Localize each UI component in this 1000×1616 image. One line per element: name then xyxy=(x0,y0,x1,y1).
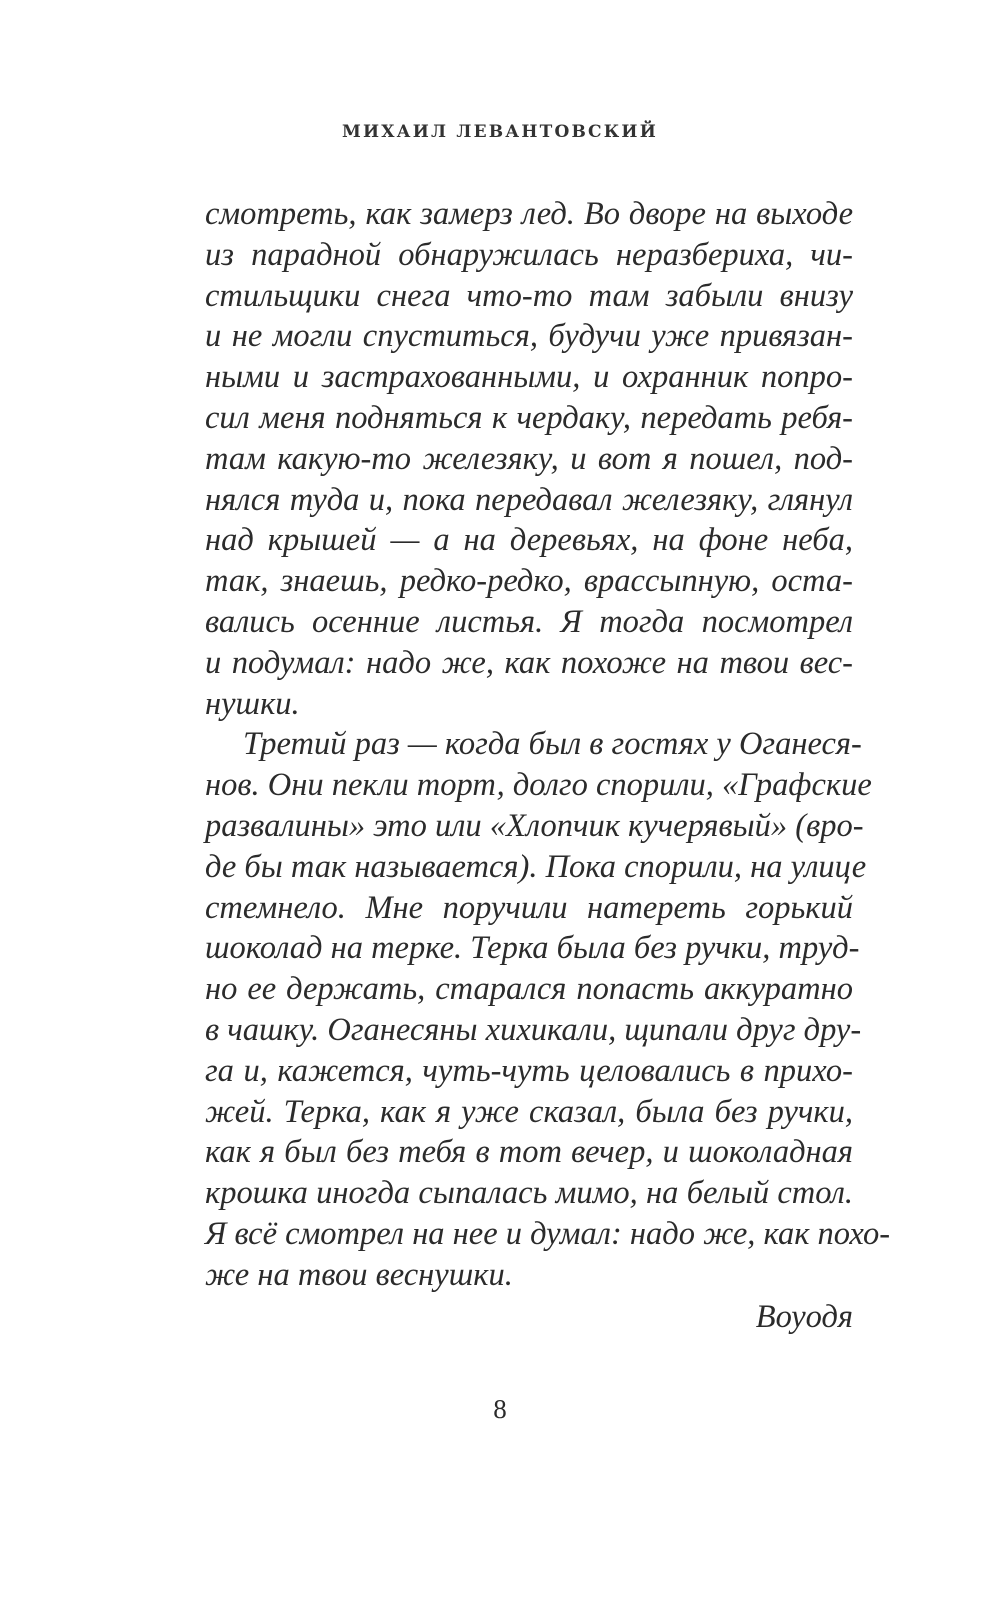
text-line: там какую-то железяку, и вот я пошел, под- xyxy=(205,440,853,477)
text-line: нушки. xyxy=(205,685,300,722)
text-line: но ее держать, старался попасть аккуратно xyxy=(205,971,853,1008)
text-line: Третий раз — когда был в гостях у Оганеся- xyxy=(243,726,862,763)
text-line: развалины» это или «Хлопчик кучерявый» (вро- xyxy=(205,807,864,844)
text-line: вались осенние листья. Я тогда посмотрел xyxy=(205,603,853,640)
text-line: стильщики снега что-то там забыли внизу xyxy=(205,277,853,314)
running-head: МИХАИЛ ЛЕВАНТОВСКИЙ xyxy=(342,122,658,142)
text-line: ными и застрахованными, и охранник попро- xyxy=(205,359,853,396)
text-line: крошка иногда сыпалась мимо, на белый стол. xyxy=(205,1175,853,1212)
text-line: сил меня подняться к чердаку, передать ребя- xyxy=(205,399,853,436)
body-text xyxy=(205,194,891,1296)
text-line: Я всё смотрел на нее и думал: надо же, как похо- xyxy=(205,1215,891,1252)
text-line: так, знаешь, редко-редко, врассыпную, оста- xyxy=(205,563,853,600)
text-line: как я был без тебя в тот вечер, и шоколадная xyxy=(205,1134,853,1171)
text-line: нов. Они пекли торт, долго спорили, «Графские xyxy=(205,767,872,804)
text-line: стемнело. Мне поручили натереть горький xyxy=(205,889,853,926)
text-line: же на твои веснушки. xyxy=(205,1256,513,1293)
paragraph-2 xyxy=(205,724,891,1295)
text-line: в чашку. Оганесяны хихикали, щипали друг дру- xyxy=(205,1011,862,1048)
text-line: га и, кажется, чуть-чуть целовались в прихо- xyxy=(205,1052,853,1089)
signature: Воуодя xyxy=(755,1299,853,1335)
text-line: над крышей — а на деревьях, на фоне неба, xyxy=(205,522,853,559)
text-line: де бы так называется). Пока спорили, на улице xyxy=(205,848,867,885)
text-line: шоколад на терке. Терка была без ручки, труд- xyxy=(205,930,860,967)
text-line: жей. Терка, как я уже сказал, была без ручки, xyxy=(205,1093,853,1130)
text-line: нялся туда и, пока передавал железяку, глянул xyxy=(205,481,853,518)
text-line: смотреть, как замерз лед. Во дворе на выходе xyxy=(205,196,853,232)
text-line: и подумал: надо же, как похоже на твои вес- xyxy=(205,644,853,681)
page-number: 8 xyxy=(493,1394,507,1424)
paragraph-1 xyxy=(205,194,853,724)
text-line: и не могли спуститься, будучи уже привязан- xyxy=(205,318,853,355)
text-line: из парадной обнаружилась неразбериха, чи- xyxy=(205,236,853,273)
